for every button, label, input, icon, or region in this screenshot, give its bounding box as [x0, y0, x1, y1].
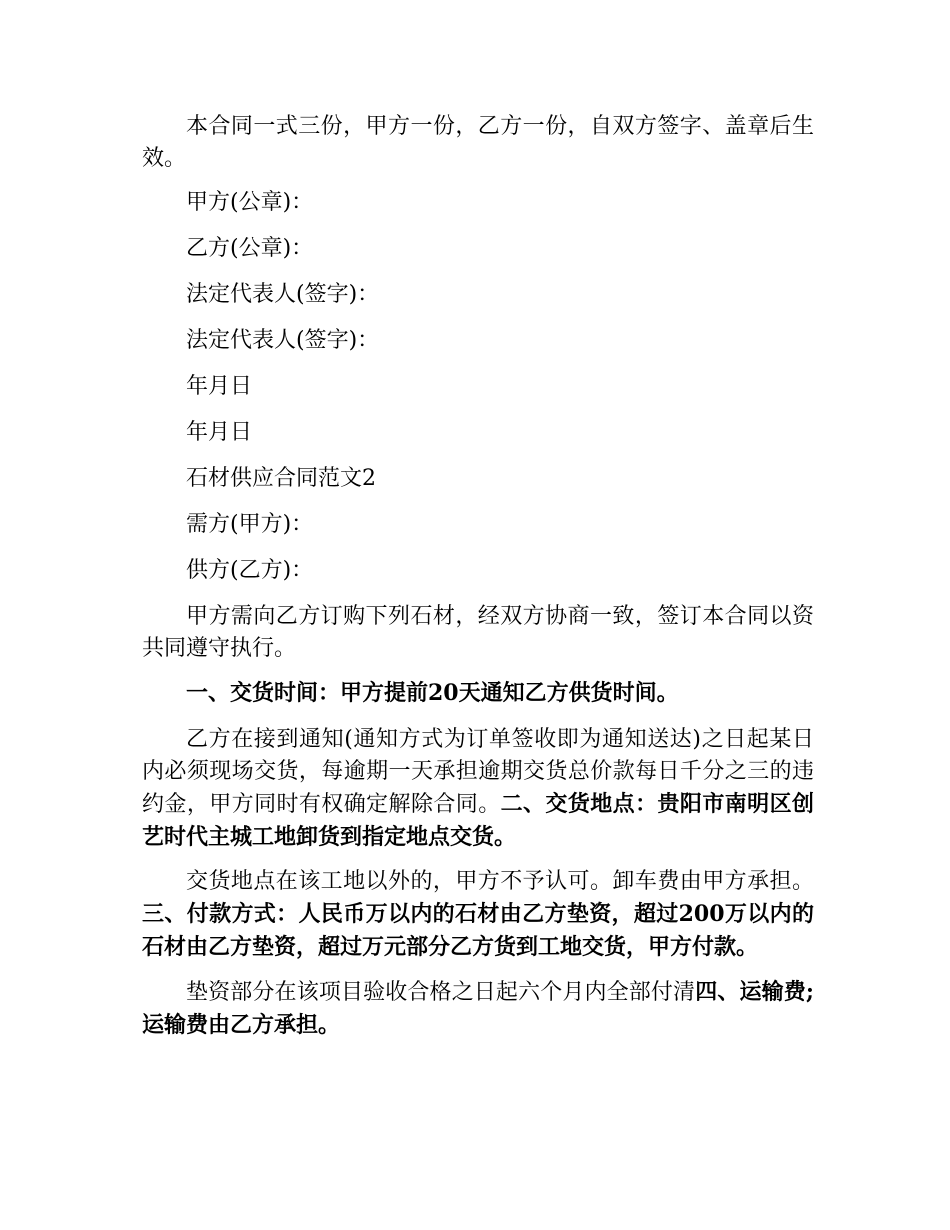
paragraph-party-a-seal	[142, 187, 814, 219]
paragraph-buyer	[142, 509, 814, 541]
document-body	[142, 111, 814, 1054]
legal-rep-1-text: 法定代表人(签字)：	[186, 282, 380, 307]
paragraph-payment-terms	[142, 866, 814, 964]
paragraph-date-1	[142, 371, 814, 403]
paragraph-preamble	[142, 601, 814, 665]
paragraph-party-b-seal	[142, 233, 814, 265]
transport-fee-heading: 四、运输费;运输费由乙方承担。	[142, 979, 814, 1038]
paragraph-supplier	[142, 555, 814, 587]
paragraph-date-2	[142, 417, 814, 449]
party-b-seal-text: 乙方(公章)：	[186, 236, 314, 261]
delivery-location-heading: 二、交货地点：贵阳市南明区创艺时代主城工地卸货到指定地点交货。	[142, 791, 814, 850]
delivery-terms-text: 乙方在接到通知(通知方式为订单签收即为通知送达)之日起某日内必须现场交货，每逾期一天承担逾期交货总价款每日千分之三的违约金，甲方同时有权确定解除合同。	[142, 727, 814, 817]
legal-rep-2-text: 法定代表人(签字)：	[186, 328, 380, 353]
intro-text: 本合同一式三份，甲方一份，乙方一份，自双方签字、盖章后生效。	[142, 114, 814, 171]
paragraph-delivery-time	[142, 677, 814, 710]
advance-payment-text: 垫资部分在该项目验收合格之日起六个月内全部付清	[186, 980, 696, 1005]
paragraph-delivery-terms	[142, 724, 814, 854]
paragraph-intro	[142, 111, 814, 175]
payment-terms-text: 交货地点在该工地以外的，甲方不予认可。卸车费由甲方承担。	[186, 869, 814, 894]
date-1-text: 年月日	[186, 374, 253, 399]
preamble-text: 甲方需向乙方订购下列石材，经双方协商一致，签订本合同以资共同遵守执行。	[142, 604, 814, 661]
party-a-seal-text: 甲方(公章)：	[186, 190, 314, 215]
date-2-text: 年月日	[186, 420, 253, 445]
delivery-time-heading: 一、交货时间：甲方提前20天通知乙方供货时间。	[186, 680, 679, 706]
paragraph-advance-transport	[142, 976, 814, 1042]
paragraph-title-2	[142, 463, 814, 495]
buyer-text: 需方(甲方)：	[186, 512, 314, 537]
title-2-text: 石材供应合同范文2	[186, 466, 376, 491]
paragraph-legal-rep-2	[142, 325, 814, 357]
payment-method-heading: 三、付款方式：人民币万以内的石材由乙方垫资，超过200万以内的石材由乙方垫资，超过万元部分乙方货到工地交货，甲方付款。	[142, 901, 814, 960]
paragraph-legal-rep-1	[142, 279, 814, 311]
supplier-text: 供方(乙方)：	[186, 558, 314, 583]
